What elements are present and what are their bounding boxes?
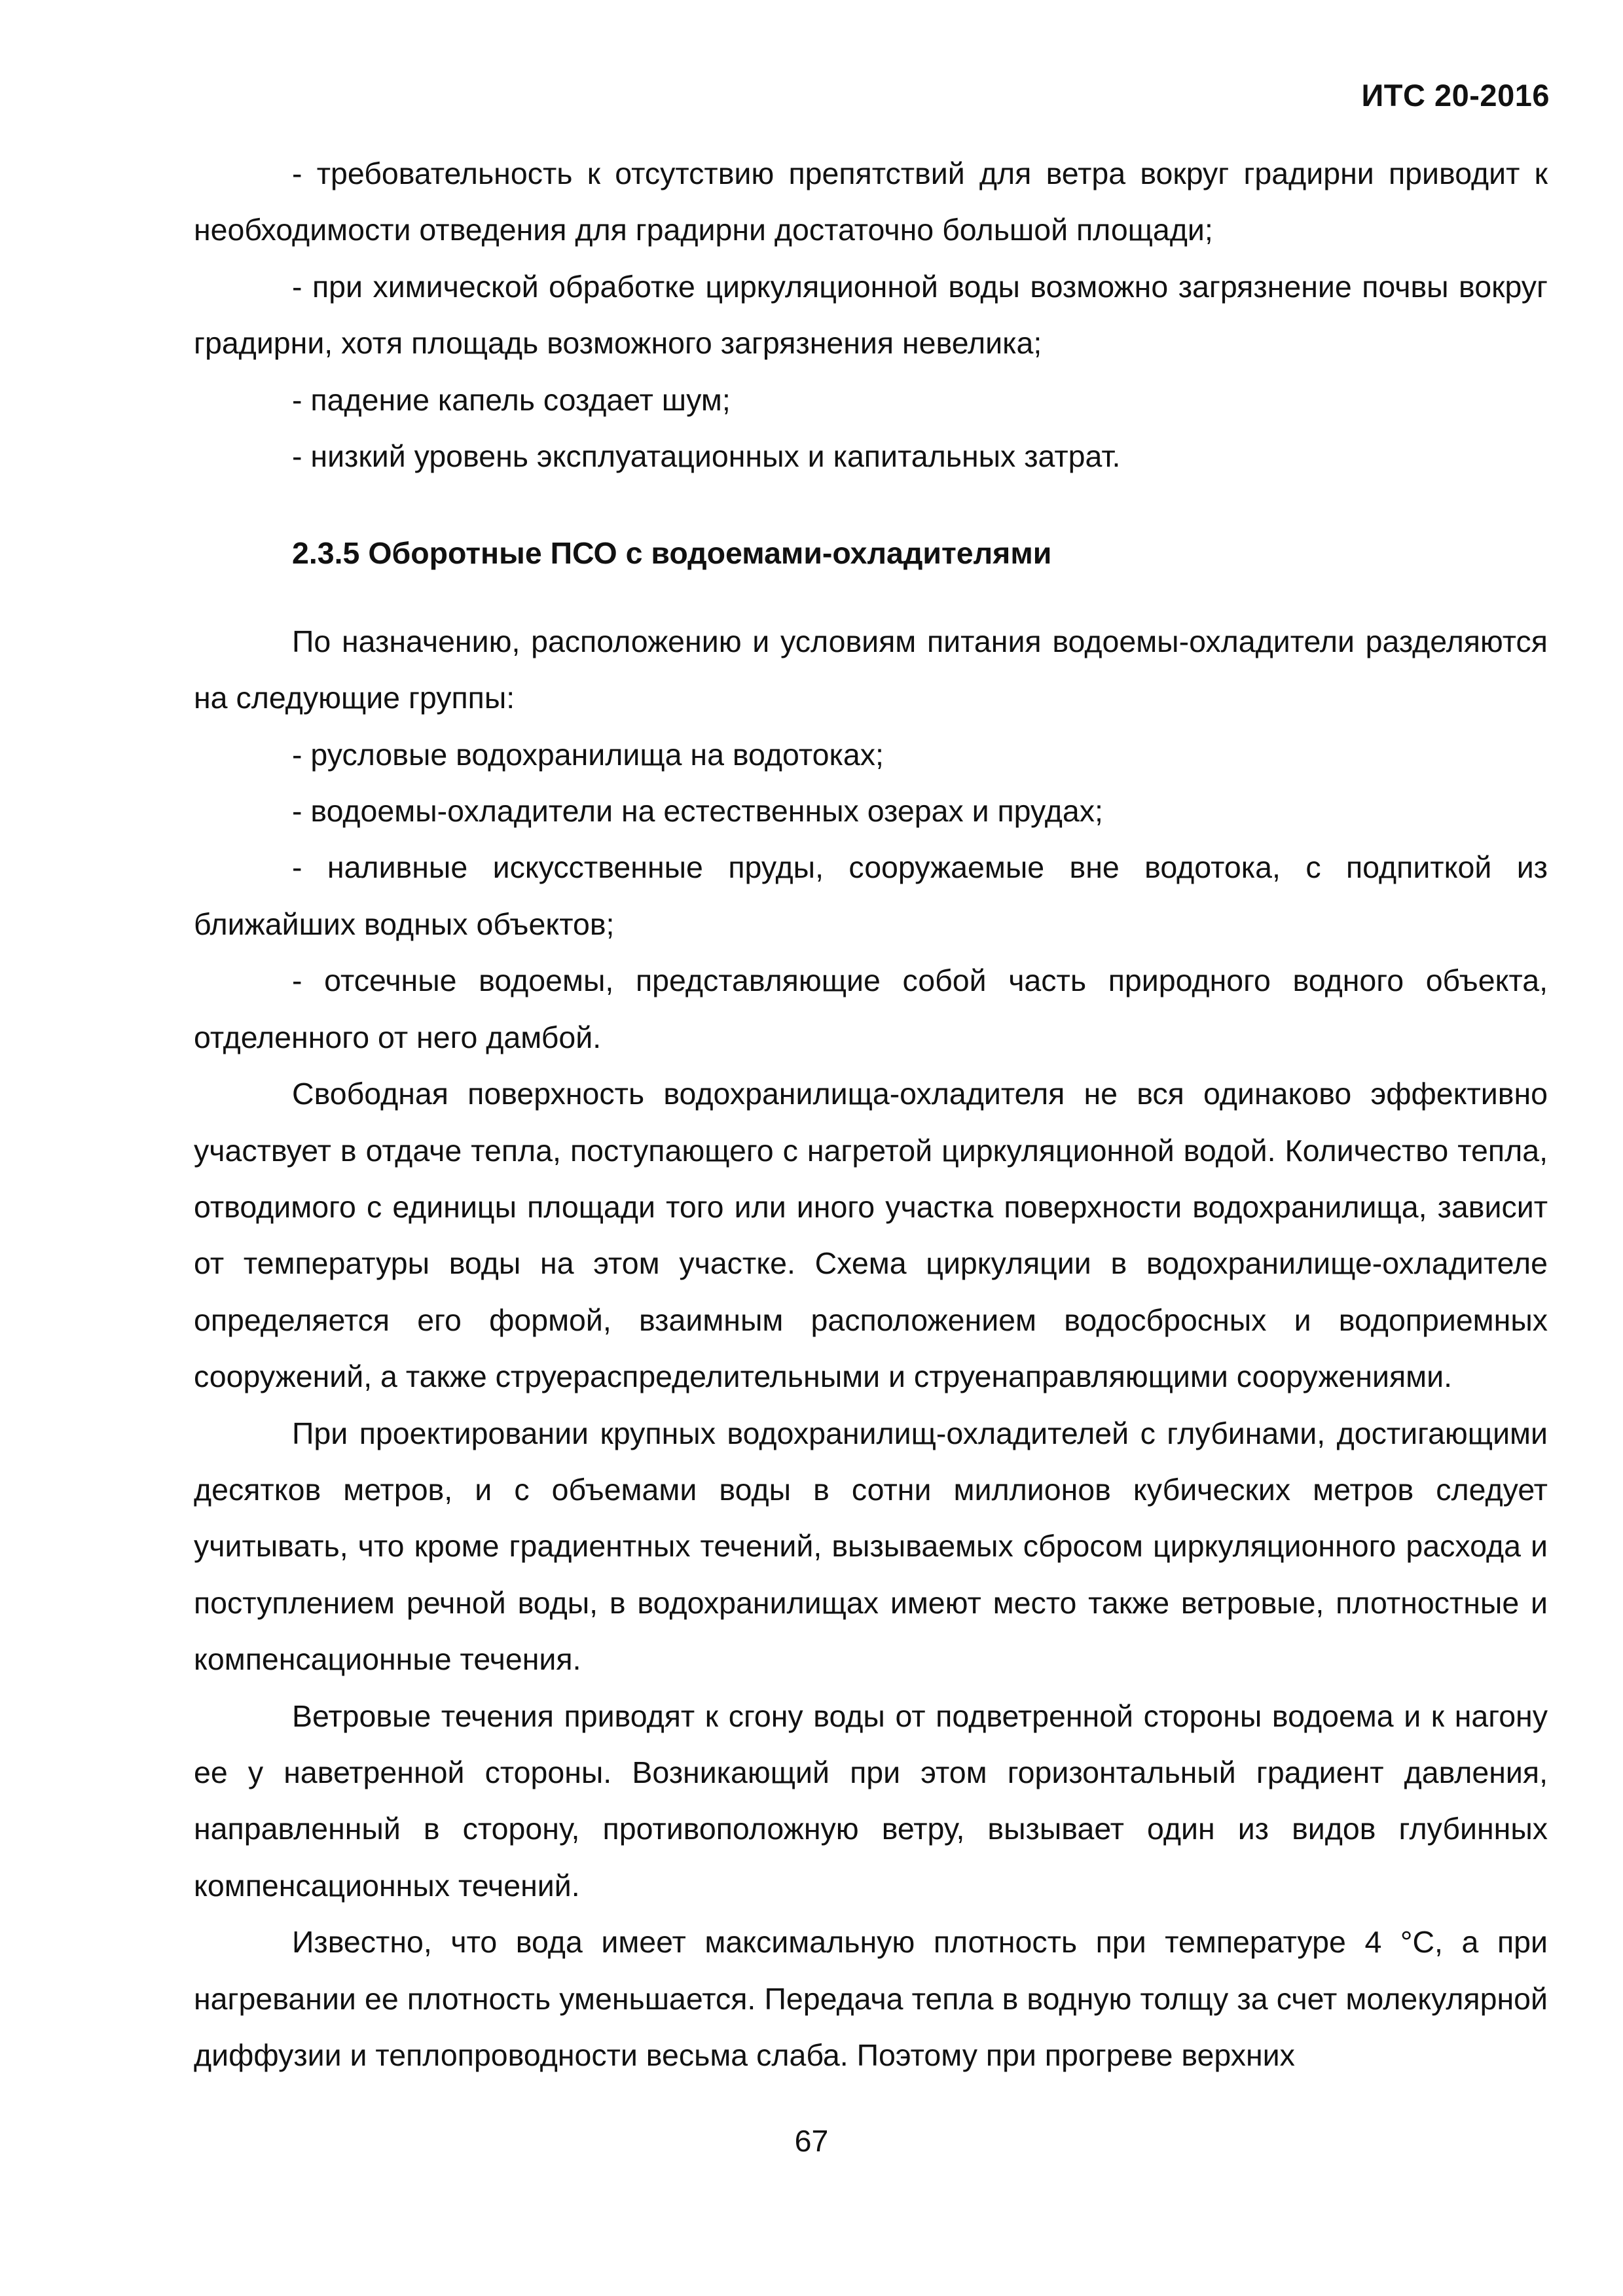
paragraph-free-surface: Свободная поверхность водохранилища-охладителя не вся одинаково эффективно участвует в отдаче тепла, поступающего с нагретой циркуляционной водой. Количество тепла, отводимого с единицы площади того или иного участка поверхности водохранилища, зависит от температуры воды на этом участке. Схема циркуляции в водохранилище-охладителе определяется его формой, взаимным расположением водосбросных и водоприемных сооружений, а также струераспределительными и струенаправляющими сооружениями. xyxy=(194,1077,1548,1394)
list-item-low-costs: - низкий уровень эксплуатационных и капитальных затрат. xyxy=(292,439,1121,474)
intro-paragraph: По назначению, расположению и условиям питания водоемы-охладители разделяются на следующие группы: xyxy=(194,624,1548,715)
list-item-natural-lakes: - водоемы-охладители на естественных озерах и прудах; xyxy=(292,794,1103,829)
section-heading: 2.3.5 Оборотные ПСО с водоемами-охладителями xyxy=(292,536,1052,571)
paragraph-wind-currents: Ветровые течения приводят к сгону воды от подветренной стороны водоема и к нагону ее у наветренной стороны. Возникающий при этом горизонтальный градиент давления, направленный в сторону, противоположную ветру, вызывает один из видов глубинных компенсационных течений. xyxy=(194,1698,1548,1903)
page-content xyxy=(194,145,1548,2083)
list-item-noise: - падение капель создает шум; xyxy=(292,382,731,417)
document-header-code: ИТС 20-2016 xyxy=(1361,78,1550,113)
list-item-soil-pollution: - при химической обработке циркуляционной воды возможно загрязнение почвы вокруг градирни, хотя площадь возможного загрязнения невелика; xyxy=(194,269,1548,361)
list-item-cutoff-reservoirs: - отсечные водоемы, представляющие собой часть природного водного объекта, отделенного от него дамбой. xyxy=(194,963,1548,1054)
paragraph-large-reservoirs: При проектировании крупных водохранилищ-охладителей с глубинами, достигающими десятков метров, и с объемами воды в сотни миллионов кубических метров следует учитывать, что кроме градиентных течений, вызываемых сбросом циркуляционного расхода и поступлением речной воды, в водохранилищах имеют место также ветровые, плотностные и компенсационные течения. xyxy=(194,1416,1548,1677)
list-item-channel-reservoirs: - русловые водохранилища на водотоках; xyxy=(292,737,884,772)
list-item-wind-obstacles: - требовательность к отсутствию препятствий для ветра вокруг градирни приводит к необходимости отведения для градирни достаточно большой площади; xyxy=(194,156,1548,247)
list-item-artificial-ponds: - наливные искусственные пруды, сооружаемые вне водотока, с подпиткой из ближайших водных объектов; xyxy=(194,850,1548,941)
page-number: 67 xyxy=(794,2124,829,2158)
paragraph-water-density: Известно, что вода имеет максимальную плотность при температуре 4 °С, а при нагревании ее плотность уменьшается. Передача тепла в водную толщу за счет молекулярной диффузии и теплопроводности весьма слаба. Поэтому при прогреве верхних xyxy=(194,1925,1548,2072)
